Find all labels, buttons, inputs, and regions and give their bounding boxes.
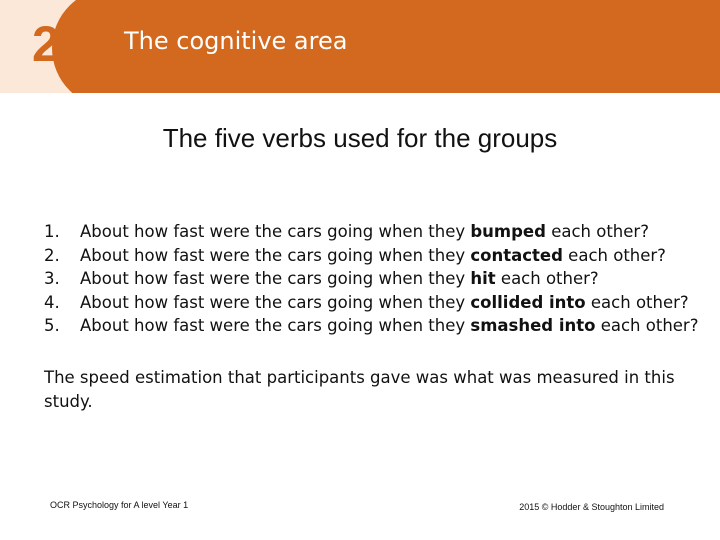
list-item bbox=[44, 314, 698, 338]
chapter-number: 2 bbox=[32, 16, 60, 72]
verb-emphasis: contacted bbox=[470, 245, 563, 265]
item-number: 2. bbox=[44, 245, 60, 265]
verb-emphasis: bumped bbox=[470, 222, 546, 241]
item-text: About how fast were the cars going when they bumped each other? bbox=[80, 222, 649, 241]
item-text: About how fast were the cars going when they hit each other? bbox=[80, 269, 599, 288]
badge-fold-shape bbox=[52, 0, 108, 93]
list-item bbox=[44, 291, 698, 315]
list-item bbox=[44, 267, 698, 291]
item-number: 1. bbox=[44, 222, 60, 241]
item-number: 3. bbox=[44, 269, 60, 288]
item-text: About how fast were the cars going when they collided into each other? bbox=[80, 292, 689, 312]
conclusion-text: The speed estimation that participants gave was what was measured in this study. bbox=[44, 368, 675, 411]
verb-emphasis: smashed into bbox=[470, 316, 596, 335]
list-item bbox=[44, 244, 698, 268]
item-number: 5. bbox=[44, 316, 60, 335]
verb-question-list bbox=[44, 220, 698, 338]
list-item bbox=[44, 220, 698, 244]
item-number: 4. bbox=[44, 292, 60, 312]
slide-heading: The five verbs used for the groups bbox=[162, 123, 558, 153]
item-text: About how fast were the cars going when they smashed into each other? bbox=[80, 316, 699, 335]
verb-emphasis: collided into bbox=[470, 292, 586, 312]
footer-copyright: 2015 © Hodder & Stoughton Limited bbox=[519, 502, 664, 512]
item-text: About how fast were the cars going when they contacted each other? bbox=[80, 245, 666, 265]
verb-emphasis: hit bbox=[470, 269, 496, 288]
header-band bbox=[0, 0, 720, 93]
header-title: The cognitive area bbox=[124, 27, 348, 55]
footer-course-title: OCR Psychology for A level Year 1 bbox=[50, 500, 189, 510]
